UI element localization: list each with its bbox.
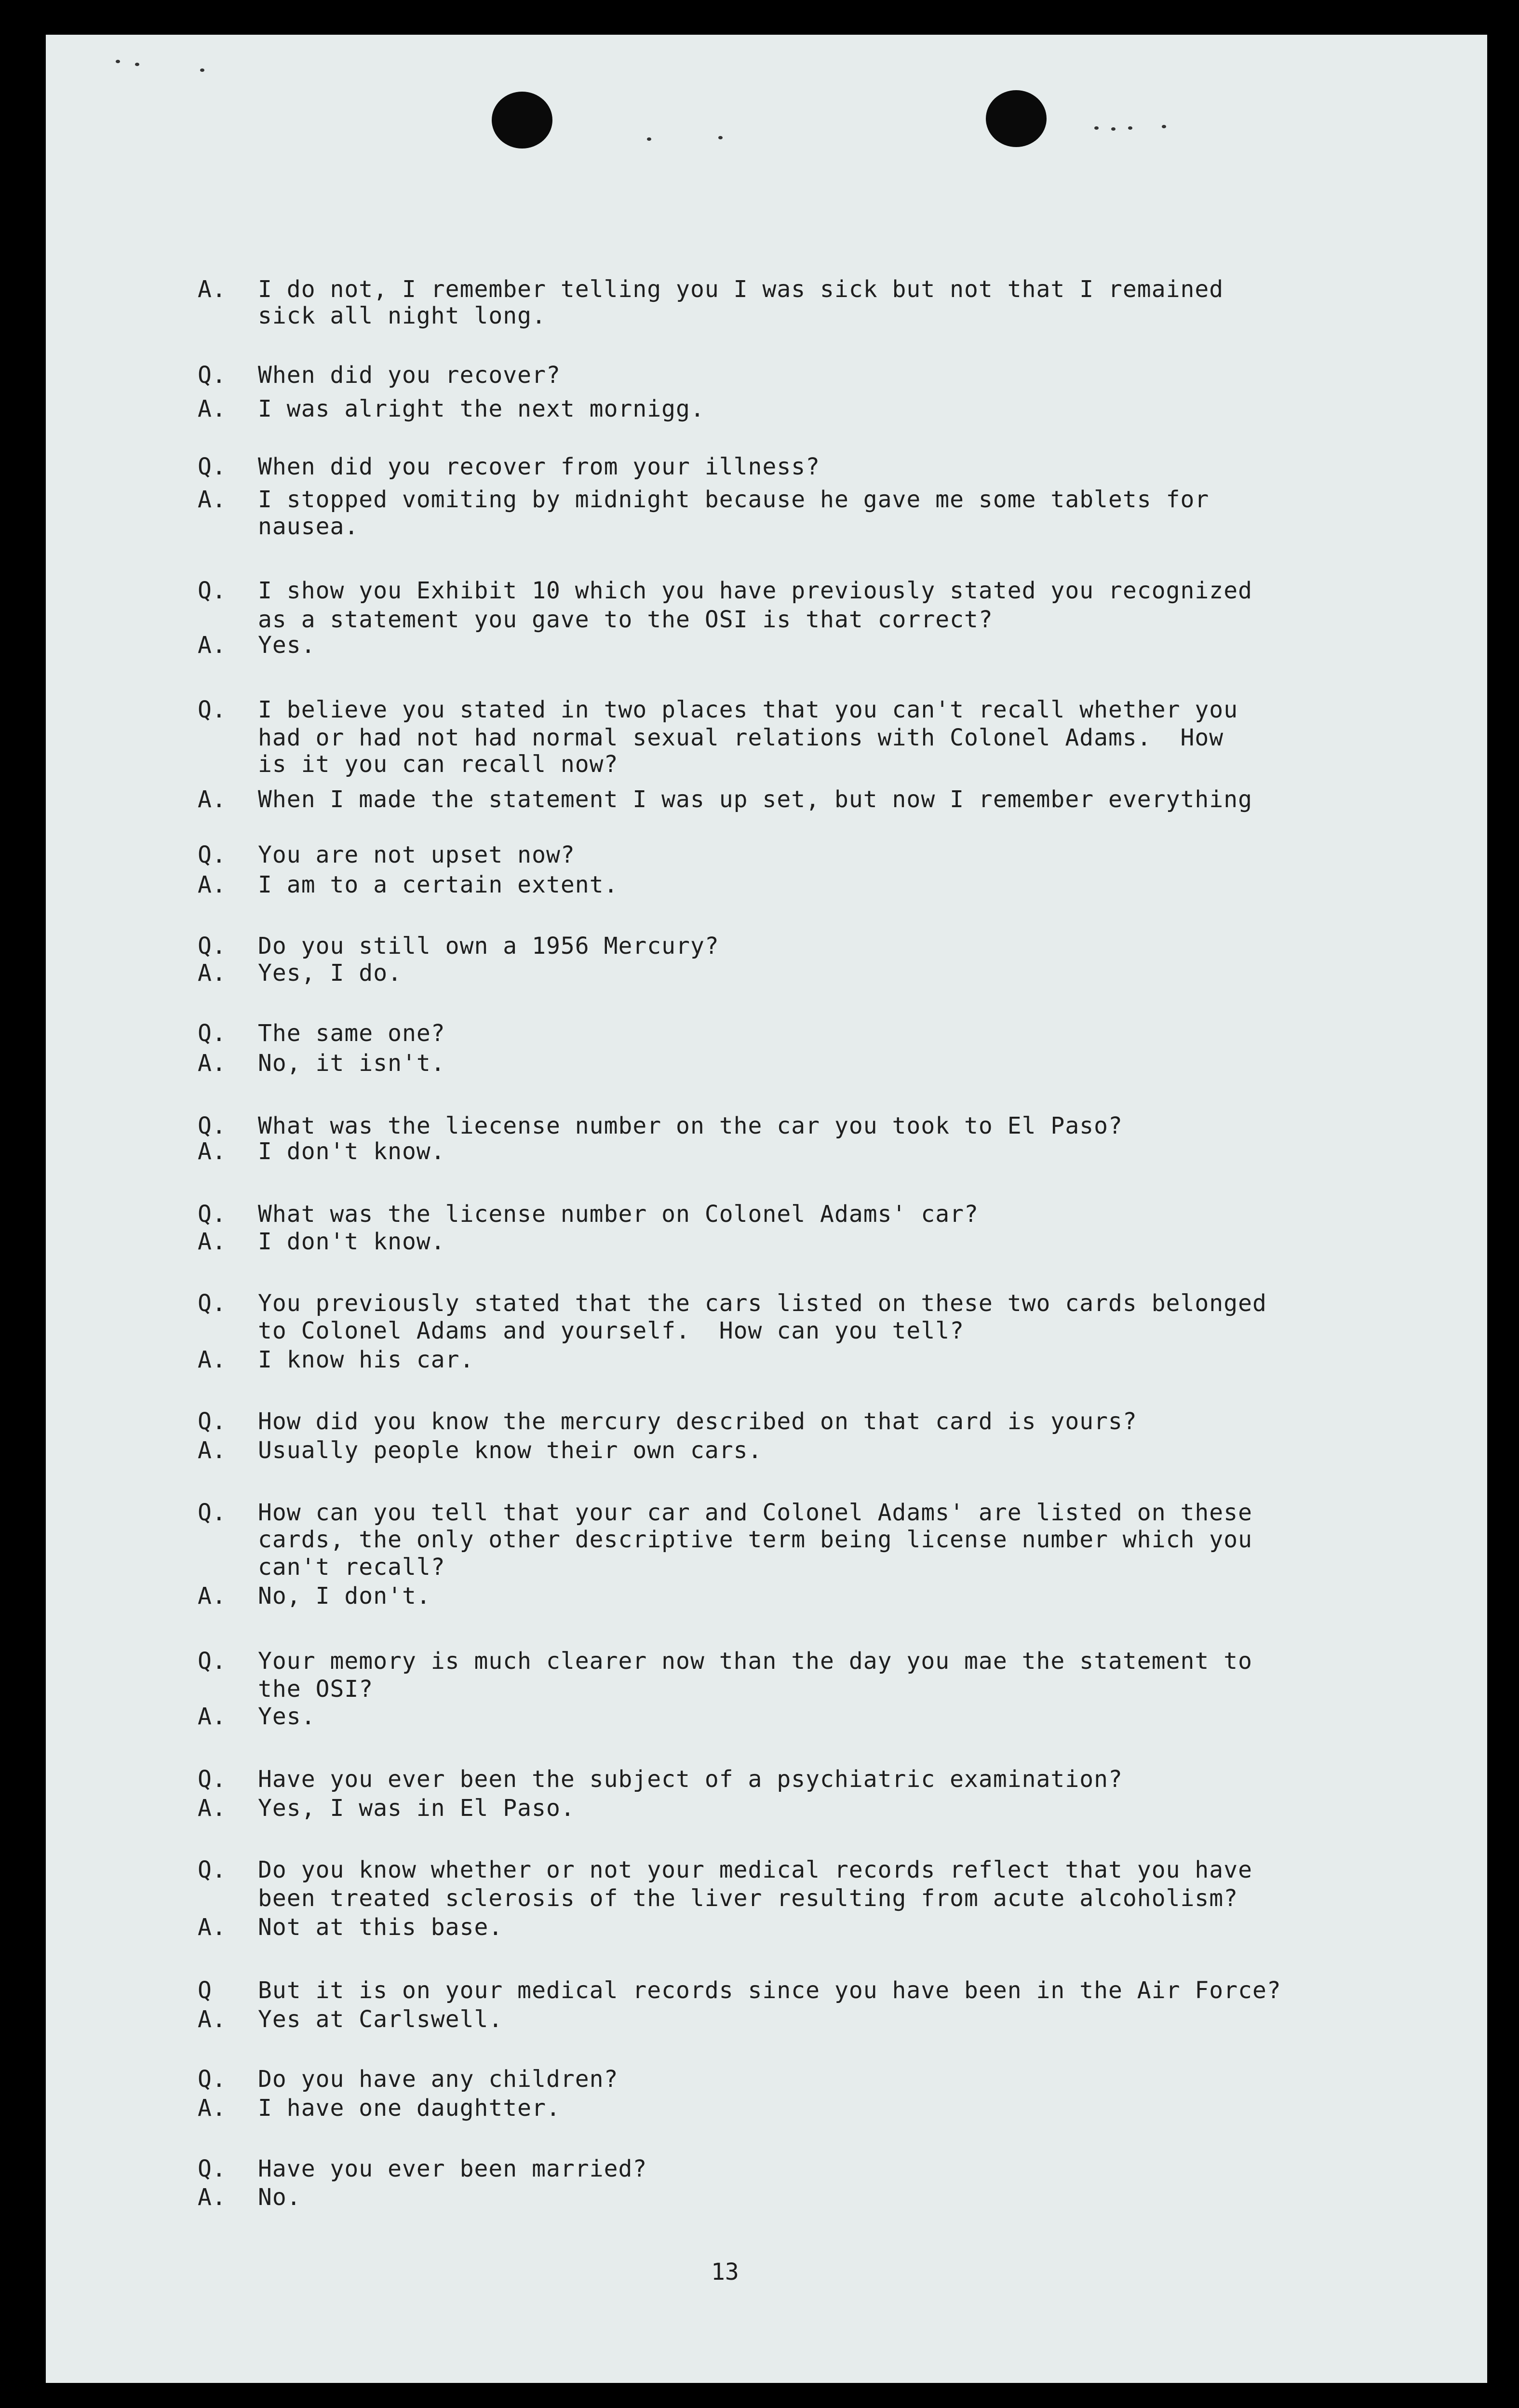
speaker-marker: A.: [198, 1228, 227, 1255]
speaker-marker: Q.: [198, 1290, 227, 1317]
transcript-line: I show you Exhibit 10 which you have previously stated you recognized: [258, 577, 1252, 604]
transcript-line: The same one?: [258, 1020, 445, 1047]
transcript-line: I don't know.: [258, 1228, 445, 1255]
speaker-marker: Q.: [198, 1408, 227, 1435]
transcript-line: How did you know the mercury described on that card is yours?: [258, 1408, 1137, 1435]
transcript-line: Yes at Carlswell.: [258, 2006, 503, 2033]
speaker-marker: A.: [198, 786, 227, 813]
transcript-line: Have you ever been married?: [258, 2155, 647, 2182]
speaker-marker: Q.: [198, 1856, 227, 1883]
transcript-line: I was alright the next mornigg.: [258, 395, 705, 422]
transcript-line: had or had not had normal sexual relations with Colonel Adams. How: [258, 724, 1224, 751]
transcript-line: Not at this base.: [258, 1914, 503, 1941]
speaker-marker: A.: [198, 2184, 227, 2211]
speaker-marker: Q.: [198, 1648, 227, 1675]
transcript-line: I have one daughtter.: [258, 2095, 561, 2122]
speaker-marker: A.: [198, 1050, 227, 1077]
speaker-marker: A.: [198, 1138, 227, 1165]
transcript-line: to Colonel Adams and yourself. How can you tell?: [258, 1317, 965, 1344]
transcript-line: I am to a certain extent.: [258, 871, 618, 898]
speaker-marker: Q.: [198, 362, 227, 389]
document-page: [46, 35, 1487, 2383]
transcript-line: No.: [258, 2184, 301, 2211]
speaker-marker: A.: [198, 871, 227, 898]
transcript-line: the OSI?: [258, 1676, 374, 1703]
speaker-marker: A.: [198, 276, 227, 303]
transcript-line: Do you still own a 1956 Mercury?: [258, 933, 719, 960]
transcript-line: is it you can recall now?: [258, 751, 618, 778]
speaker-marker: A.: [198, 2006, 227, 2033]
speaker-marker: A.: [198, 486, 227, 513]
speaker-marker: Q.: [198, 2155, 227, 2182]
transcript-line: No, it isn't.: [258, 1050, 445, 1077]
transcript-line: Yes.: [258, 632, 316, 659]
transcript-line: Yes, I do.: [258, 960, 402, 987]
transcript-line: been treated sclerosis of the liver resulting from acute alcoholism?: [258, 1885, 1238, 1912]
speaker-marker: Q.: [198, 1020, 227, 1047]
transcript-line: I stopped vomiting by midnight because he gave me some tablets for: [258, 486, 1210, 513]
speaker-marker: A.: [198, 2095, 227, 2122]
transcript-line: Usually people know their own cars.: [258, 1437, 763, 1464]
transcript-line: Your memory is much clearer now than the day you mae the statement to: [258, 1648, 1252, 1675]
transcript-line: No, I don't.: [258, 1583, 431, 1610]
transcript-line: I believe you stated in two places that you can't recall whether you: [258, 696, 1238, 723]
transcript-line: Do you know whether or not your medical records reflect that you have: [258, 1856, 1252, 1883]
transcript: [46, 35, 1487, 2383]
transcript-line: How can you tell that your car and Colonel Adams' are listed on these: [258, 1499, 1252, 1526]
transcript-line: Yes.: [258, 1703, 316, 1730]
speaker-marker: A.: [198, 1583, 227, 1610]
speaker-marker: Q.: [198, 2066, 227, 2093]
speaker-marker: Q.: [198, 841, 227, 868]
transcript-line: When I made the statement I was up set, but now I remember everything: [258, 786, 1252, 813]
transcript-line: as a statement you gave to the OSI is that correct?: [258, 606, 993, 633]
transcript-line: When did you recover from your illness?: [258, 453, 820, 480]
page-number: 13: [711, 2259, 739, 2286]
transcript-line: You previously stated that the cars listed on these two cards belonged: [258, 1290, 1267, 1317]
transcript-line: You are not upset now?: [258, 841, 575, 868]
speaker-marker: A.: [198, 1346, 227, 1373]
speaker-marker: Q: [198, 1977, 212, 2004]
speaker-marker: A.: [198, 1703, 227, 1730]
transcript-line: sick all night long.: [258, 302, 546, 329]
speaker-marker: Q.: [198, 696, 227, 723]
speaker-marker: A.: [198, 395, 227, 422]
speaker-marker: Q.: [198, 453, 227, 480]
transcript-line: What was the liecense number on the car you took to El Paso?: [258, 1112, 1123, 1139]
speaker-marker: A.: [198, 632, 227, 659]
transcript-line: Yes, I was in El Paso.: [258, 1795, 575, 1822]
speaker-marker: Q.: [198, 933, 227, 960]
speaker-marker: Q.: [198, 577, 227, 604]
transcript-line: Do you have any children?: [258, 2066, 618, 2093]
transcript-line: I know his car.: [258, 1346, 474, 1373]
transcript-line: I do not, I remember telling you I was sick but not that I remained: [258, 276, 1224, 303]
speaker-marker: A.: [198, 1914, 227, 1941]
speaker-marker: Q.: [198, 1499, 227, 1526]
transcript-line: When did you recover?: [258, 362, 561, 389]
transcript-line: But it is on your medical records since you have been in the Air Force?: [258, 1977, 1281, 2004]
speaker-marker: A.: [198, 1795, 227, 1822]
speaker-marker: Q.: [198, 1766, 227, 1793]
speaker-marker: A.: [198, 1437, 227, 1464]
speaker-marker: Q.: [198, 1112, 227, 1139]
transcript-line: What was the license number on Colonel Adams' car?: [258, 1201, 979, 1228]
transcript-line: cards, the only other descriptive term being license number which you: [258, 1526, 1252, 1553]
transcript-line: I don't know.: [258, 1138, 445, 1165]
speaker-marker: A.: [198, 960, 227, 987]
transcript-line: Have you ever been the subject of a psychiatric examination?: [258, 1766, 1123, 1793]
speaker-marker: Q.: [198, 1201, 227, 1228]
transcript-line: nausea.: [258, 513, 359, 540]
transcript-line: can't recall?: [258, 1554, 445, 1581]
